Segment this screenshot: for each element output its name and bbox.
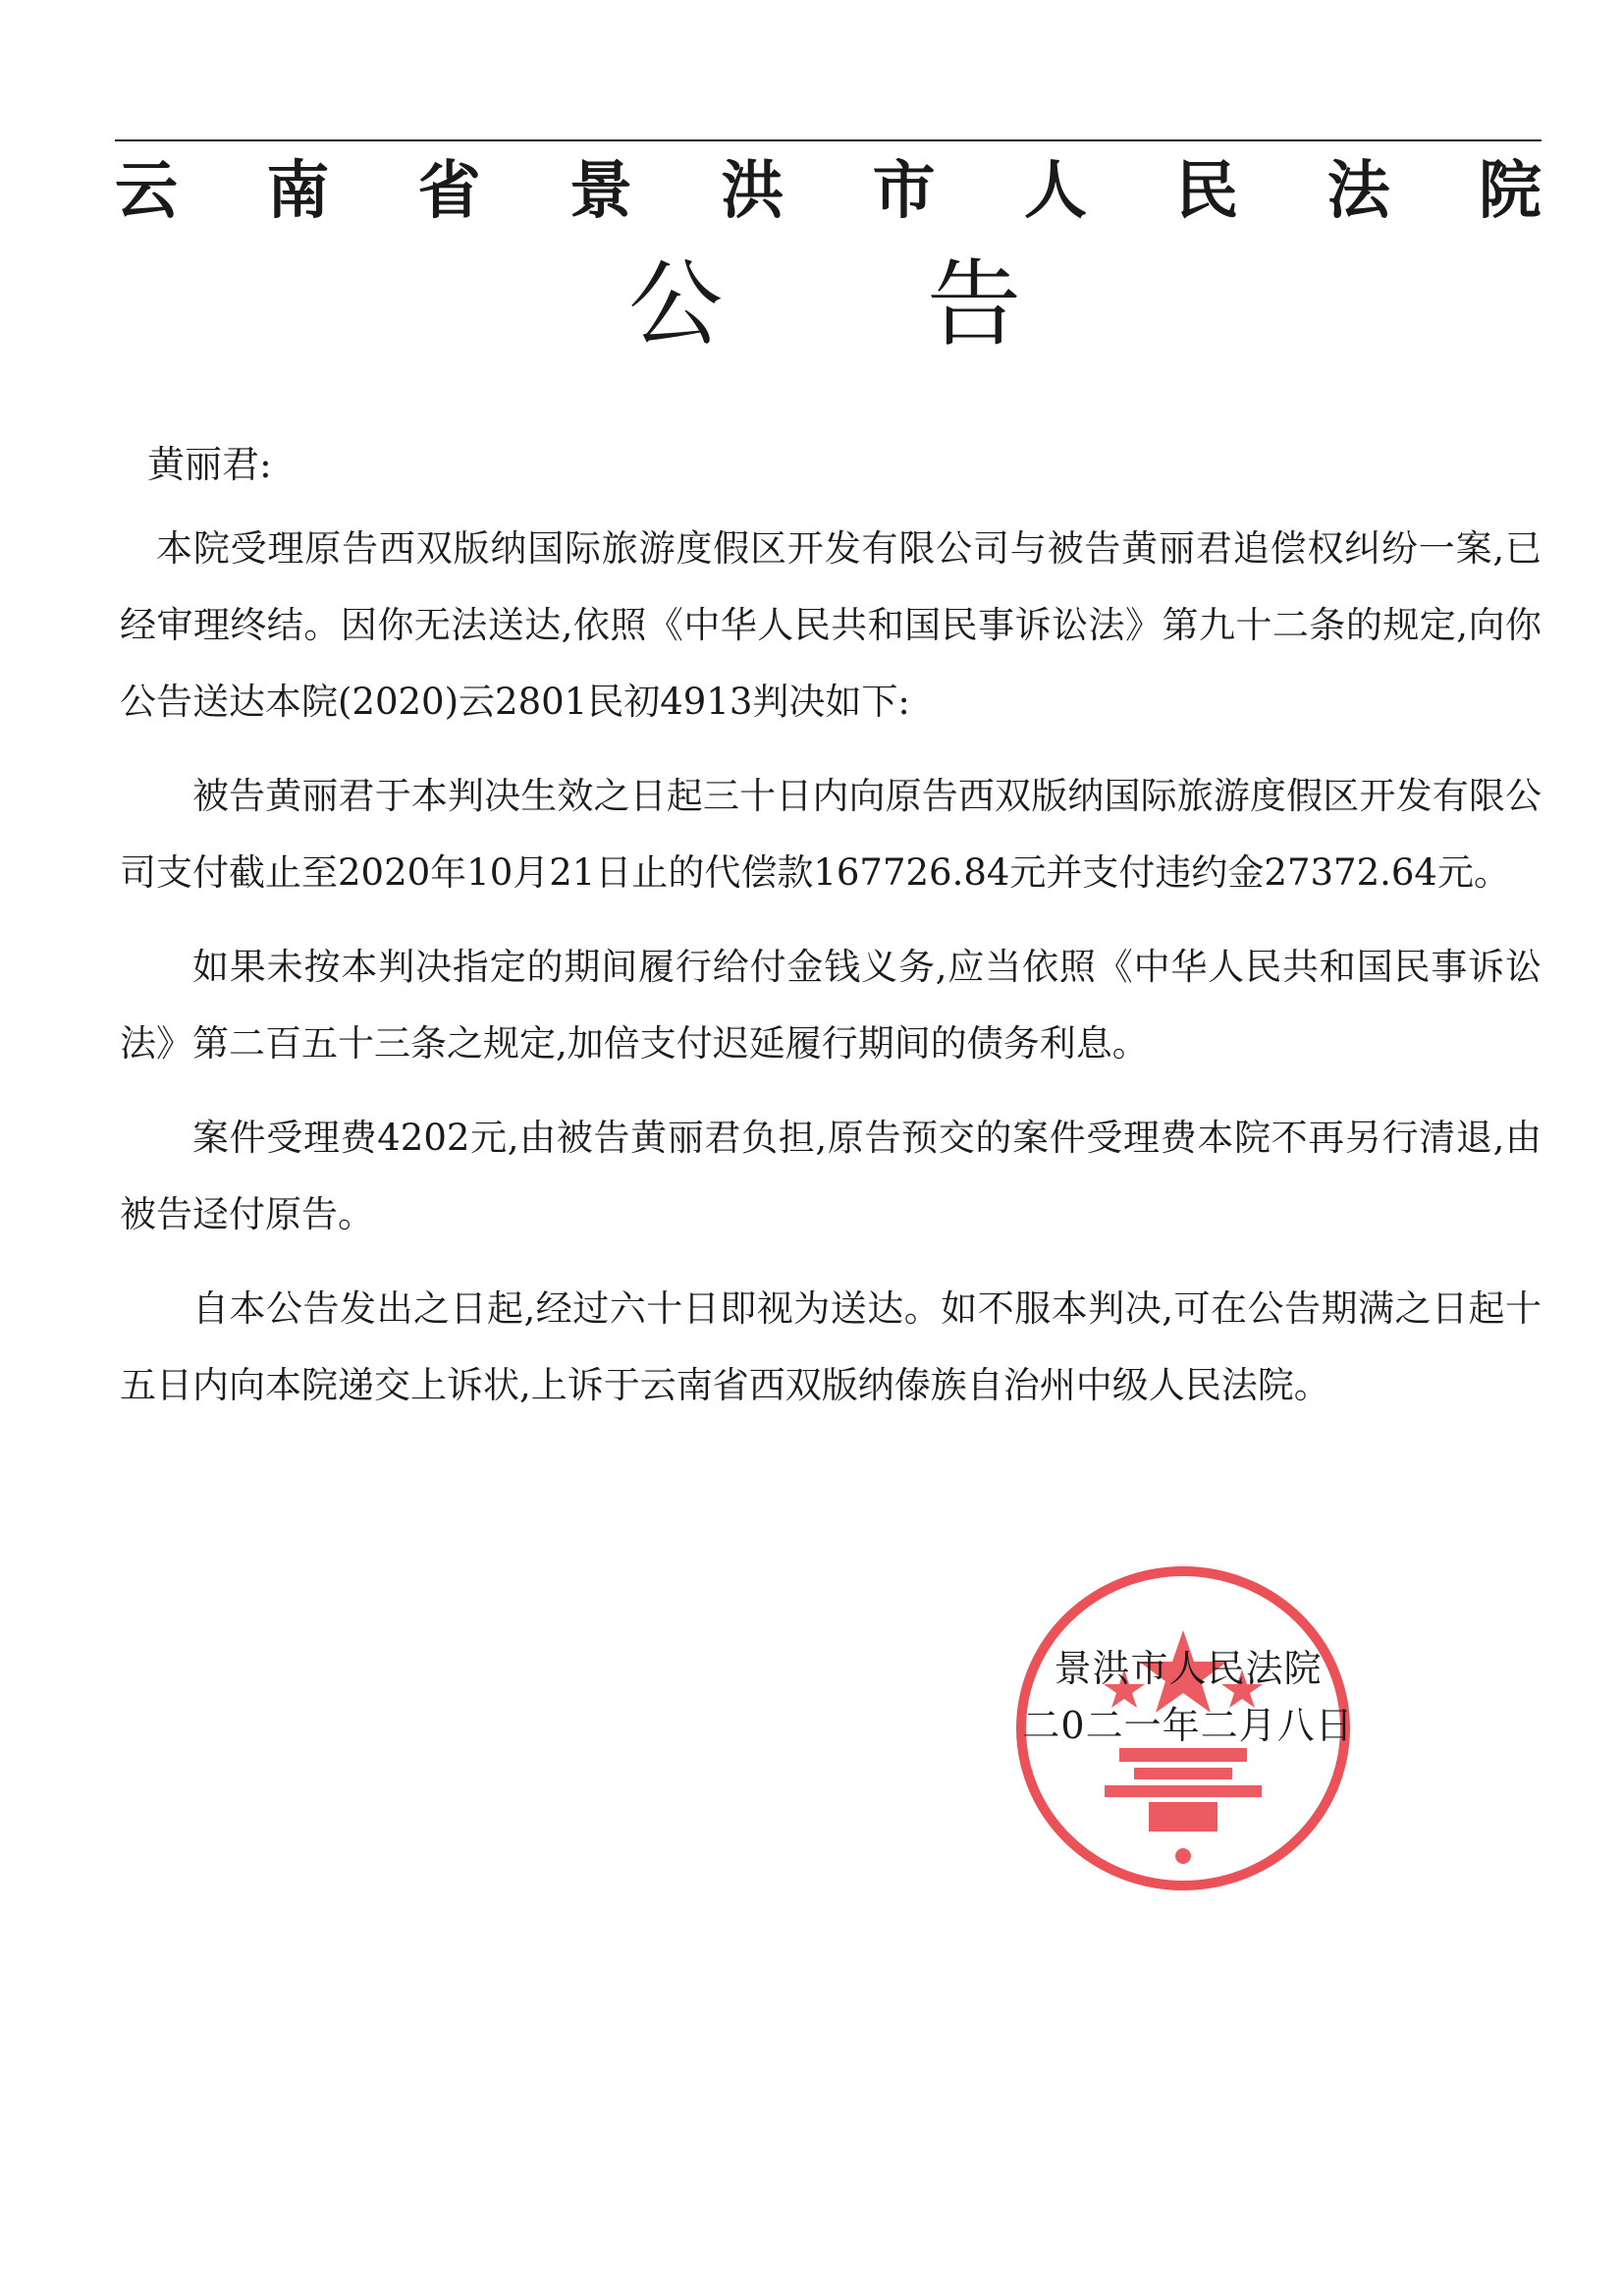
paragraph: 如果未按本判决指定的期间履行给付金钱义务,应当依照《中华人民共和国民事诉讼法》第二百五十三条之规定,加倍支付迟延履行期间的债务利息。 <box>120 946 1542 1065</box>
notice-char: 公 <box>628 249 723 359</box>
paragraph: 自本公告发出之日起,经过六十日即视为送达。如不服本判决,可在公告期满之日起十五日内向本院递交上诉状,上诉于云南省西双版纳傣族自治州中级人民法院。 <box>120 1287 1542 1406</box>
court-char: 民 <box>1175 155 1239 228</box>
paragraph: 案件受理费4202元,由被告黄丽君负担,原告预交的案件受理费本院不再另行清退,由被告迳付原告。 <box>120 1117 1542 1235</box>
signature-court: 景洪市人民法院 <box>1054 1647 1323 1690</box>
court-char: 云 <box>115 155 178 228</box>
paragraph: 本院受理原告西双版纳国际旅游度假区开发有限公司与被告黄丽君追偿权纠纷一案,已经审理终结。因你无法送达,依照《中华人民共和国民事诉讼法》第九十二条的规定,向你公告送达本院(2020)云2801民初4913判决如下: <box>120 527 1542 723</box>
addressee: 黄丽君: <box>147 443 272 486</box>
court-char: 景 <box>568 155 632 228</box>
court-char: 洪 <box>721 155 784 228</box>
court-char: 法 <box>1326 155 1390 228</box>
court-char: 市 <box>872 155 936 228</box>
paragraph: 被告黄丽君于本判决生效之日起三十日内向原告西双版纳国际旅游度假区开发有限公司支付截止至2020年10月21日止的代偿款167726.84元并支付违约金27372.64元。 <box>120 775 1542 894</box>
notice-char: 告 <box>927 249 1021 359</box>
court-char: 南 <box>266 155 330 228</box>
court-char: 院 <box>1478 155 1542 228</box>
signature-block <box>1021 1640 1355 1754</box>
court-name-heading <box>115 147 1542 236</box>
court-char: 人 <box>1023 155 1087 228</box>
court-char: 省 <box>417 155 481 228</box>
notice-heading <box>628 246 1021 363</box>
signature-date: 二0二一年二月八日 <box>1022 1704 1354 1747</box>
notice-body <box>120 511 1542 1442</box>
header-rule <box>115 139 1542 141</box>
